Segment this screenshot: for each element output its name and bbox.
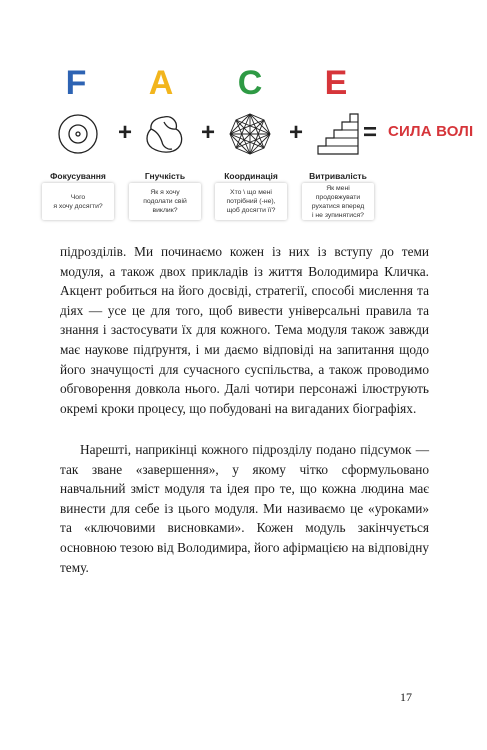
- step-question-box-focusing: Чого я хочу досягти?: [42, 183, 114, 220]
- result-label: СИЛА ВОЛІ: [388, 123, 474, 140]
- page-number: 17: [400, 690, 412, 704]
- face-letter-f: F: [65, 64, 87, 102]
- step-question-box-endurance: Як мені продовжувати рухатися вперед і не зупинятися?: [302, 183, 374, 220]
- face-letter-c: C: [237, 64, 263, 102]
- plus-sign-2: +: [200, 119, 215, 146]
- step-label-flexibility: Гнучкість: [144, 171, 186, 181]
- concentric-circles-icon: [56, 112, 100, 156]
- plus-sign-3: +: [288, 119, 303, 146]
- body-paragraph-2: Нарешті, наприкінці кожного підрозділу подано підсумок — так зване «завершення», у якому чітко сформульовано навчальний зміст модуля та ідея про те, що кожна людина має винести для себе із цього модуля. Ми називаємо це «уроками» та «ключовими висновками». Кожен модуль закінчується основною тезою від Володимира, його афірмацією на відповідну тему.: [60, 442, 429, 575]
- step-label-coordination: Координація: [224, 171, 278, 181]
- step-label-focusing: Фокусування: [50, 171, 106, 181]
- equals-sign: =: [362, 119, 377, 146]
- body-paragraph-1: підрозділів. Ми починаємо кожен із них із вступу до теми модуля, а також двох прикладів із життя Володимира Кличка. Акцент робиться на його досвіді, стратегії, способі мислення та діях — усе це для того, щоб вивести універсальні правила та знання і застосувати їх для кожного. Тема модуля також завжди має наукове підґрунтя, і ми даємо відповіді на запитання щодо його значущості для сучасного суспільства, а також проводимо обговорення довкола нього. Далі чотири персонажі ілюструють окремі кроки процесу, що побудовані на вигаданих біографіях.: [60, 244, 429, 416]
- blob-shape-icon: [142, 112, 186, 156]
- face-letter-e: E: [324, 64, 348, 102]
- connected-octagon-icon: [228, 112, 272, 156]
- plus-sign-1: +: [117, 119, 132, 146]
- step-question-box-flexibility: Як я хочу подолати свій виклик?: [129, 183, 201, 220]
- staircase-icon: [316, 112, 360, 156]
- face-letter-a: A: [148, 64, 174, 102]
- step-question-box-coordination: Хто \ що мені потрібний (-не), щоб досягти її?: [215, 183, 287, 220]
- step-label-endurance: Витривалість: [309, 171, 367, 181]
